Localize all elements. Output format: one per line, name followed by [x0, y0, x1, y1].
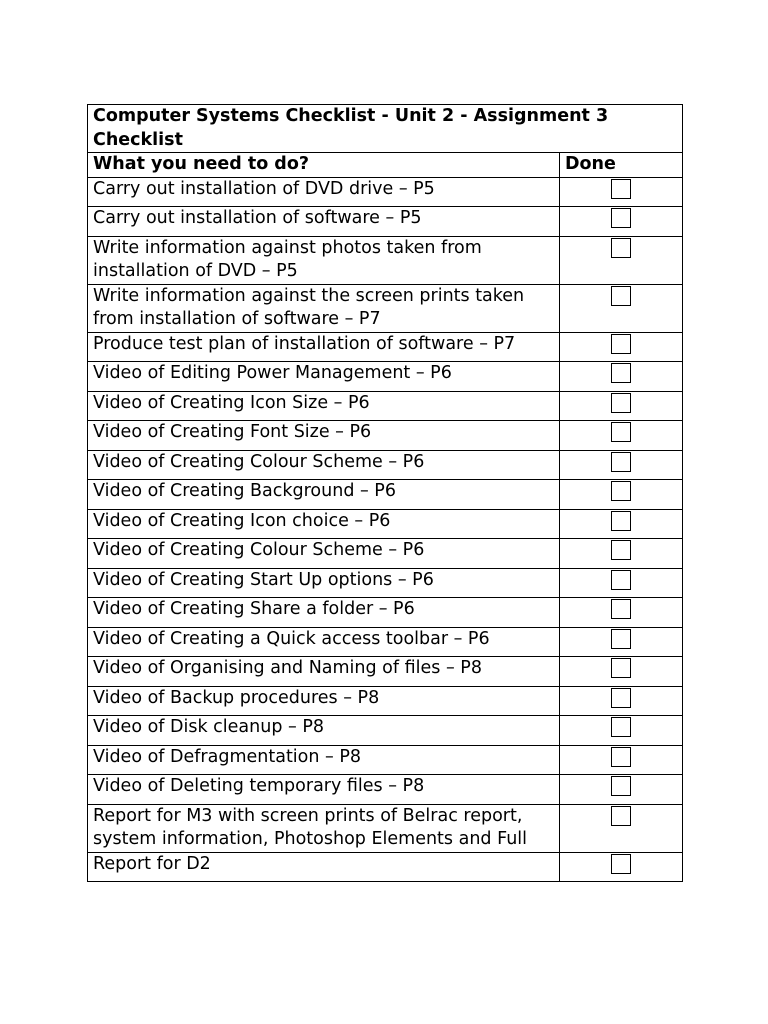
done-cell: [560, 391, 683, 421]
table-row: [88, 539, 683, 569]
task-cell: Video of Creating Start Up options – P6: [88, 568, 560, 598]
table-row: [88, 804, 683, 852]
table-row: [88, 480, 683, 510]
task-cell: Video of Creating a Quick access toolbar – P6: [88, 627, 560, 657]
done-checkbox[interactable]: [611, 286, 631, 306]
done-checkbox[interactable]: [611, 599, 631, 619]
done-checkbox[interactable]: [611, 854, 631, 874]
done-cell: [560, 450, 683, 480]
task-cell: Video of Defragmentation – P8: [88, 745, 560, 775]
task-cell: Video of Creating Icon Size – P6: [88, 391, 560, 421]
table-row: [88, 177, 683, 207]
table-row: [88, 686, 683, 716]
done-cell: [560, 775, 683, 805]
table-row: [88, 332, 683, 362]
table-row: [88, 598, 683, 628]
done-cell: [560, 539, 683, 569]
table-row: [88, 450, 683, 480]
done-checkbox[interactable]: [611, 688, 631, 708]
done-checkbox[interactable]: [611, 540, 631, 560]
table-row: [88, 627, 683, 657]
table-row: [88, 391, 683, 421]
done-checkbox[interactable]: [611, 452, 631, 472]
done-checkbox[interactable]: [611, 481, 631, 501]
task-cell: Video of Disk cleanup – P8: [88, 716, 560, 746]
task-cell: Report for M3 with screen prints of Belrac report, system information, Photoshop Elements and Full: [88, 804, 560, 852]
done-checkbox[interactable]: [611, 776, 631, 796]
task-cell: Video of Editing Power Management – P6: [88, 362, 560, 392]
table-row: [88, 716, 683, 746]
done-cell: [560, 421, 683, 451]
done-cell: [560, 362, 683, 392]
table-row: [88, 745, 683, 775]
done-cell: [560, 480, 683, 510]
task-cell: Video of Deleting temporary files – P8: [88, 775, 560, 805]
done-checkbox[interactable]: [611, 658, 631, 678]
task-cell: Video of Backup procedures – P8: [88, 686, 560, 716]
task-cell: Video of Creating Share a folder – P6: [88, 598, 560, 628]
checklist-table: [87, 104, 683, 882]
done-cell: [560, 745, 683, 775]
table-row: [88, 657, 683, 687]
done-cell: [560, 236, 683, 284]
task-cell: Carry out installation of software – P5: [88, 207, 560, 237]
done-checkbox[interactable]: [611, 629, 631, 649]
table-row: [88, 509, 683, 539]
done-cell: [560, 207, 683, 237]
table-row: [88, 207, 683, 237]
task-cell: Video of Creating Colour Scheme – P6: [88, 539, 560, 569]
task-cell: Report for D2: [88, 852, 560, 882]
done-checkbox[interactable]: [611, 806, 631, 826]
title-row: [88, 105, 683, 153]
column-header-done: Done: [560, 153, 683, 178]
done-checkbox[interactable]: [611, 511, 631, 531]
header-row: [88, 153, 683, 178]
table-row: [88, 775, 683, 805]
done-cell: [560, 627, 683, 657]
column-header-task: What you need to do?: [88, 153, 560, 178]
done-checkbox[interactable]: [611, 717, 631, 737]
done-checkbox[interactable]: [611, 422, 631, 442]
task-cell: Produce test plan of installation of software – P7: [88, 332, 560, 362]
done-checkbox[interactable]: [611, 363, 631, 383]
done-cell: [560, 332, 683, 362]
done-cell: [560, 716, 683, 746]
done-cell: [560, 284, 683, 332]
table-row: [88, 852, 683, 882]
done-cell: [560, 657, 683, 687]
checklist-title: Computer Systems Checklist - Unit 2 - Assignment 3 Checklist: [88, 105, 683, 153]
task-cell: Write information against the screen prints taken from installation of software – P7: [88, 284, 560, 332]
done-cell: [560, 852, 683, 882]
task-cell: Video of Organising and Naming of files – P8: [88, 657, 560, 687]
table-row: [88, 568, 683, 598]
done-cell: [560, 509, 683, 539]
done-checkbox[interactable]: [611, 570, 631, 590]
done-checkbox[interactable]: [611, 208, 631, 228]
done-cell: [560, 568, 683, 598]
table-row: [88, 284, 683, 332]
task-cell: Carry out installation of DVD drive – P5: [88, 177, 560, 207]
table-row: [88, 362, 683, 392]
done-cell: [560, 804, 683, 852]
done-checkbox[interactable]: [611, 238, 631, 258]
task-cell: Video of Creating Icon choice – P6: [88, 509, 560, 539]
done-checkbox[interactable]: [611, 179, 631, 199]
task-cell: Write information against photos taken from installation of DVD – P5: [88, 236, 560, 284]
task-cell: Video of Creating Colour Scheme – P6: [88, 450, 560, 480]
done-cell: [560, 598, 683, 628]
done-cell: [560, 177, 683, 207]
done-checkbox[interactable]: [611, 747, 631, 767]
done-checkbox[interactable]: [611, 334, 631, 354]
task-cell: Video of Creating Font Size – P6: [88, 421, 560, 451]
done-checkbox[interactable]: [611, 393, 631, 413]
table-row: [88, 421, 683, 451]
table-row: [88, 236, 683, 284]
done-cell: [560, 686, 683, 716]
task-cell: Video of Creating Background – P6: [88, 480, 560, 510]
